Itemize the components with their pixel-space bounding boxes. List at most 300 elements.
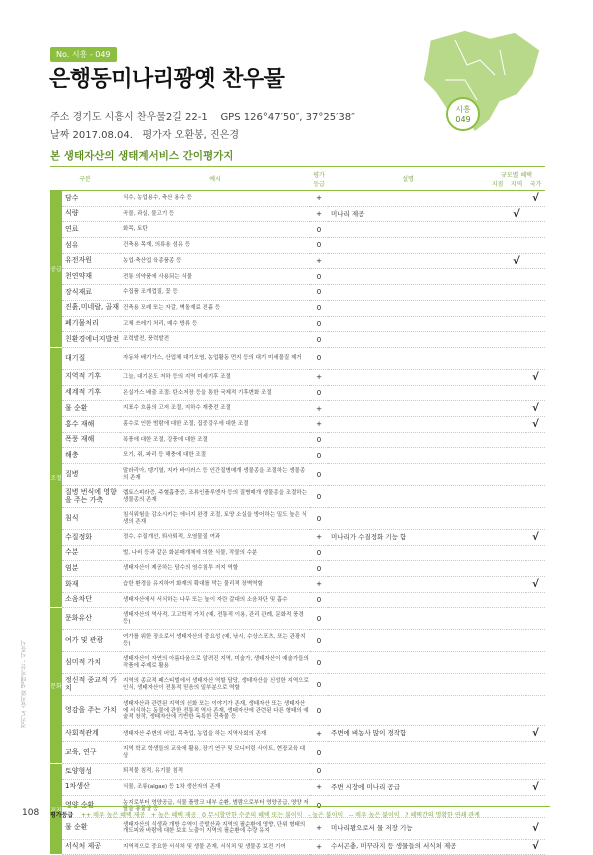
rating-value: 0 — [310, 486, 328, 508]
service-description — [328, 674, 488, 696]
benefit-check — [488, 206, 507, 222]
legend-item: + 높은 혜택 제공 — [150, 812, 197, 819]
benefit-check — [507, 696, 526, 726]
rating-value: 0 — [310, 285, 328, 301]
benefit-check — [488, 347, 507, 369]
benefit-check — [488, 726, 507, 742]
rating-value: 0 — [310, 432, 328, 448]
service-example: 수집품 조개껍질, 꽃 등 — [120, 285, 310, 301]
rating-value: 0 — [310, 674, 328, 696]
benefit-check — [507, 545, 526, 561]
table-row — [50, 206, 545, 222]
legend-item: ? 혜택간의 명확한 연쇄 — [405, 812, 467, 819]
evaluation-table — [50, 166, 545, 855]
service-name: 폐기물처리 — [62, 316, 120, 332]
benefit-check — [526, 206, 545, 222]
side-caption: 경기도 습지와 생태자산 - 시흥시 — [21, 640, 28, 728]
benefit-check — [488, 448, 507, 464]
address-value: 경기도 시흥시 찬우물2길 22-1 — [72, 112, 208, 123]
service-example: 생태자산의 역사적, 고고학적 가치 (예, 전통적 이용, 관리 관례, 문화적 풍경 등) — [120, 608, 310, 630]
rater-value: 오환봉, 진은경 — [174, 130, 239, 141]
benefit-check — [488, 577, 507, 593]
benefit-check — [507, 592, 526, 608]
rater-label: 평가자 — [142, 130, 172, 141]
benefit-check — [488, 817, 507, 839]
benefit-check — [526, 222, 545, 238]
beneficiary-local: 지점 — [491, 180, 504, 188]
benefit-check — [507, 369, 526, 385]
table-row — [50, 416, 545, 432]
benefit-check — [507, 764, 526, 780]
service-name: 수분 — [62, 545, 120, 561]
benefit-check — [507, 726, 526, 742]
service-name: 심미적 가치 — [62, 652, 120, 674]
service-description: 수서곤충, 미꾸라지 등 생물들의 서식처 제공 — [328, 839, 488, 855]
service-name: 대기질 — [62, 347, 120, 369]
service-example: 건축용 목재, 의류용 섬유 등 — [120, 238, 310, 254]
benefit-check — [507, 222, 526, 238]
benefit-check — [526, 316, 545, 332]
rating-value: 0 — [310, 742, 328, 764]
benefit-check — [488, 464, 507, 486]
benefit-check — [526, 839, 545, 855]
col-rating: 평가 등급 — [310, 167, 328, 191]
table-row — [50, 269, 545, 285]
service-example: 화목, 토탄 — [120, 222, 310, 238]
benefit-check — [507, 486, 526, 508]
service-description — [328, 401, 488, 417]
benefit-check — [488, 300, 507, 316]
beneficiary-title: 규모별 혜택 — [501, 171, 532, 179]
rating-value: 0 — [310, 795, 328, 817]
service-description: 미나리꽝으로서 물 저장 기능 — [328, 817, 488, 839]
rating-legend — [50, 806, 550, 819]
service-name: 교육, 연구 — [62, 742, 120, 764]
legend-item: - 높은 불이익 — [308, 812, 344, 819]
page-title: 은행동미나리꽝옛 찬우물 — [49, 67, 285, 92]
service-name: 수질정화 — [62, 530, 120, 546]
service-description — [328, 238, 488, 254]
benefit-check — [507, 577, 526, 593]
check-icon: √ — [532, 728, 539, 740]
benefit-check — [507, 464, 526, 486]
date-line — [50, 126, 239, 141]
benefit-check — [526, 486, 545, 508]
service-example: 농업·축산업 육종품종 등 — [120, 253, 310, 269]
table-row — [50, 385, 545, 401]
benefit-check — [488, 674, 507, 696]
benefit-check — [507, 839, 526, 855]
service-name: 물 순환 — [62, 817, 120, 839]
benefit-check — [507, 206, 526, 222]
rating-value: 0 — [310, 300, 328, 316]
benefit-check — [507, 316, 526, 332]
service-name: 천연약재 — [62, 269, 120, 285]
service-example: 홍수로 인한 범람에 대한 조절, 집중강우에 대한 조절 — [120, 416, 310, 432]
benefit-check — [526, 238, 545, 254]
service-example: 습한 환경을 유지하여 화재의 확대를 막는 물리적 장벽역할 — [120, 577, 310, 593]
benefit-check — [526, 432, 545, 448]
rating-value: 0 — [310, 592, 328, 608]
service-description — [328, 448, 488, 464]
service-description: 주변 시장에 미나리 공급 — [328, 779, 488, 795]
rating-value: + — [310, 817, 328, 839]
rating-value: + — [310, 530, 328, 546]
rating-value: 0 — [310, 608, 328, 630]
benefit-check — [488, 269, 507, 285]
benefit-check — [507, 779, 526, 795]
address-line — [50, 108, 355, 123]
benefit-check — [507, 238, 526, 254]
location-map — [405, 20, 545, 140]
service-description — [328, 464, 488, 486]
benefit-check — [526, 608, 545, 630]
category-label: 문화 — [50, 608, 62, 764]
service-description — [328, 222, 488, 238]
service-name: 유전자원 — [62, 253, 120, 269]
check-icon: √ — [532, 531, 539, 543]
benefit-check — [526, 630, 545, 652]
legend-item: 0 무시할만한 수준의 혜택 또는 불이익 — [202, 812, 303, 819]
category-label: 공급 — [50, 191, 62, 348]
service-example: 생태자산에서 서식하는 나무 또는 높이 자란 갈대의 소음차단 및 흡수 — [120, 592, 310, 608]
benefit-check — [507, 285, 526, 301]
legend-item: ++ 매우 높은 혜택 제공 — [81, 812, 146, 819]
rating-value: 0 — [310, 508, 328, 530]
benefit-check — [526, 674, 545, 696]
benefit-check — [488, 561, 507, 577]
benefit-check — [507, 448, 526, 464]
legend-item: -- 매우 높은 불이익 — [348, 812, 400, 819]
service-name: 세계적 기후 — [62, 385, 120, 401]
address-label: 주소 — [50, 112, 70, 123]
service-example: 말라리아, 뎅기열, 지카 바이러스 등 인간질병매개 생물종을 조절하는 생물종의 존재 — [120, 464, 310, 486]
table-row — [50, 779, 545, 795]
benefit-check — [488, 696, 507, 726]
benefit-check — [526, 652, 545, 674]
table-row — [50, 448, 545, 464]
benefit-check — [526, 742, 545, 764]
service-name: 영감을 주는 가치 — [62, 696, 120, 726]
rating-value: + — [310, 206, 328, 222]
service-name: 장식재료 — [62, 285, 120, 301]
service-description: 미나리가 수질정화 기능 함 — [328, 530, 488, 546]
rating-value: 0 — [310, 316, 328, 332]
service-example: 폭풍에 대한 조절, 강풍에 대한 조절 — [120, 432, 310, 448]
service-example: 농지로부터 영양공급, 식물 플랑크 내부 순환, 범람으로부터 영양공급, 영양 저탈을 동물상 등 — [120, 795, 310, 817]
benefit-check — [488, 238, 507, 254]
service-example: 정수, 수질개선, 퇴사퇴적, 오염물질 여과 — [120, 530, 310, 546]
benefit-check — [488, 530, 507, 546]
service-name: 사회적관계 — [62, 726, 120, 742]
rating-value: 0 — [310, 222, 328, 238]
benefit-check — [488, 486, 507, 508]
service-description — [328, 577, 488, 593]
benefit-check — [507, 530, 526, 546]
benefit-check — [507, 432, 526, 448]
service-name: 침식 — [62, 508, 120, 530]
service-name: 정신적 종교적 가치 — [62, 674, 120, 696]
col-example: 예시 — [120, 167, 310, 191]
benefit-check — [526, 464, 545, 486]
benefit-check — [507, 385, 526, 401]
benefit-check — [526, 191, 545, 207]
rating-value: + — [310, 839, 328, 855]
check-icon: √ — [532, 403, 539, 415]
service-description — [328, 696, 488, 726]
benefit-check — [488, 285, 507, 301]
service-description — [328, 253, 488, 269]
benefit-check — [507, 674, 526, 696]
benefit-check — [488, 369, 507, 385]
legend-title: 평가등급 — [50, 812, 74, 819]
check-icon: √ — [532, 781, 539, 793]
check-icon: √ — [513, 208, 520, 220]
service-name: 영양 순환 — [62, 795, 120, 817]
service-description — [328, 191, 488, 207]
benefit-check — [526, 779, 545, 795]
category-label: 지지 — [50, 764, 62, 855]
service-name: 문화유산 — [62, 608, 120, 630]
service-example: 침식위험을 감소시키는 에너지 완경 조절, 토양 소실을 방어하는 밀도 높은 식생의 존재 — [120, 508, 310, 530]
benefit-check — [488, 779, 507, 795]
benefit-check — [507, 332, 526, 348]
service-example: 모기, 쥐, 파리 등 해충에 대한 조절 — [120, 448, 310, 464]
rating-value: + — [310, 577, 328, 593]
service-example: 퇴적물 침적, 유기물 침적 — [120, 764, 310, 780]
table-row — [50, 401, 545, 417]
benefit-check — [488, 545, 507, 561]
service-example: 지역 학교 학생들의 교육에 활용, 장기 연구 및 모니터링 사이트, 현장교육 대상 — [120, 742, 310, 764]
table-row — [50, 530, 545, 546]
gps-label: GPS — [220, 112, 241, 123]
benefit-check — [526, 764, 545, 780]
table-row — [50, 561, 545, 577]
service-description — [328, 608, 488, 630]
benefit-check — [507, 608, 526, 630]
service-example: 지역적으로 중요한 서식처 및 생물 존재, 서식처 및 생물종 보전 기여 — [120, 839, 310, 855]
benefit-check — [526, 253, 545, 269]
benefit-check — [488, 316, 507, 332]
benefit-check — [526, 561, 545, 577]
check-icon: √ — [532, 822, 539, 834]
table-header — [50, 167, 545, 191]
service-name: 해충 — [62, 448, 120, 464]
benefit-check — [526, 332, 545, 348]
rating-value: + — [310, 253, 328, 269]
rating-value: 0 — [310, 332, 328, 348]
benefit-check — [526, 285, 545, 301]
service-example: 식수, 농업용수, 축산 용수 등 — [120, 191, 310, 207]
table-row — [50, 332, 545, 348]
service-description — [328, 652, 488, 674]
service-name: 서식처 제공 — [62, 839, 120, 855]
rating-value: + — [310, 191, 328, 207]
benefit-check — [488, 222, 507, 238]
benefit-check — [526, 448, 545, 464]
service-example: 생태자산 주변의 어업, 목축업, 농업을 하는 지역사회의 존재 — [120, 726, 310, 742]
table-row — [50, 432, 545, 448]
benefit-check — [526, 577, 545, 593]
benefit-check — [507, 561, 526, 577]
benefit-check — [488, 253, 507, 269]
benefit-check — [507, 253, 526, 269]
benefit-check — [488, 416, 507, 432]
benefit-check — [526, 545, 545, 561]
table-row — [50, 630, 545, 652]
check-icon: √ — [532, 192, 539, 204]
service-example: 지표수 흐름의 고저 조절, 지하수 재충전 조절 — [120, 401, 310, 417]
service-example: 지역의 종교적 페스티벌에서 생태자산 역할 담당, 생태자산을 신성한 지역으로 인식, 생태자산이 전통적 믿음의 일부분으로 역할 — [120, 674, 310, 696]
benefit-check — [488, 630, 507, 652]
benefit-check — [507, 401, 526, 417]
service-name: 질병 번식에 영향을 주는 가축 — [62, 486, 120, 508]
benefit-check — [488, 332, 507, 348]
service-name: 진흙,미네랄, 골재 — [62, 300, 120, 316]
table-row — [50, 817, 545, 839]
benefit-check — [488, 592, 507, 608]
service-example: 건축용 모래 또는 자갈, 벽돌재료 진흙 등 — [120, 300, 310, 316]
benefit-check — [488, 742, 507, 764]
service-example: 조력발전, 풍력발전 — [120, 332, 310, 348]
col-description: 설명 — [328, 167, 488, 191]
benefit-check — [488, 508, 507, 530]
service-description — [328, 332, 488, 348]
benefit-check — [507, 416, 526, 432]
benefit-check — [507, 300, 526, 316]
table-row — [50, 238, 545, 254]
service-name: 지역적 기후 — [62, 369, 120, 385]
rating-value: 0 — [310, 448, 328, 464]
rating-value: 0 — [310, 347, 328, 369]
col-category: 구분 — [50, 167, 120, 191]
benefit-check — [526, 817, 545, 839]
benefit-check — [507, 652, 526, 674]
service-name: 소음차단 — [62, 592, 120, 608]
legend-item: 관계 — [468, 812, 480, 819]
service-description — [328, 545, 488, 561]
service-example: 고체 쓰레기 처리, 매수 방류 등 — [120, 316, 310, 332]
page-number: 108 — [22, 808, 40, 818]
benefit-check — [526, 269, 545, 285]
rating-value: 0 — [310, 696, 328, 726]
rating-value: 0 — [310, 652, 328, 674]
table-row — [50, 464, 545, 486]
benefit-check — [507, 630, 526, 652]
site-number-tag: No. 시흥 - 049 — [50, 47, 117, 62]
service-name: 담수 — [62, 191, 120, 207]
table-row — [50, 191, 545, 207]
service-example: 전통 의약품에 사용되는 식물 — [120, 269, 310, 285]
table-row — [50, 839, 545, 855]
service-name: 염분 — [62, 561, 120, 577]
rating-value: 0 — [310, 238, 328, 254]
rating-value: 0 — [310, 269, 328, 285]
table-row — [50, 764, 545, 780]
map-badge-number: 049 — [455, 115, 471, 124]
service-name: 1차생산 — [62, 779, 120, 795]
map-badge-label: 시흥 — [455, 105, 471, 114]
service-description — [328, 742, 488, 764]
service-example: 벌, 나비 등과 같은 화분매개체에 의한 식물, 작물의 수분 — [120, 545, 310, 561]
service-name: 홍수 재해 — [62, 416, 120, 432]
check-icon: √ — [532, 578, 539, 590]
service-example: 생태자산과 관련된 지역의 신화 또는 이야기가 존재, 생태자산 또는 생태자산에 서식하는 동물에 관한 전통적 역사 존재, 생태자산에 관련된 다른 형태의 예술적 창작, 생태자산에 기반한 독특한 건축물 등 — [120, 696, 310, 726]
table-row — [50, 742, 545, 764]
benefit-check — [488, 432, 507, 448]
benefit-check — [526, 300, 545, 316]
service-description: 미나리 제공 — [328, 206, 488, 222]
beneficiary-national: 국가 — [529, 180, 542, 188]
service-name: 여가 및 관광 — [62, 630, 120, 652]
check-icon: √ — [532, 841, 539, 853]
service-description — [328, 269, 488, 285]
benefit-check — [507, 191, 526, 207]
table-row — [50, 300, 545, 316]
benefit-check — [488, 839, 507, 855]
benefit-check — [526, 401, 545, 417]
rating-value: 0 — [310, 630, 328, 652]
service-name: 화재 — [62, 577, 120, 593]
table-row — [50, 508, 545, 530]
service-description — [328, 630, 488, 652]
benefit-check — [488, 401, 507, 417]
rating-value: 0 — [310, 561, 328, 577]
service-description — [328, 347, 488, 369]
table-row — [50, 347, 545, 369]
benefit-check — [488, 385, 507, 401]
benefit-check — [507, 817, 526, 839]
table-row — [50, 608, 545, 630]
benefit-check — [526, 347, 545, 369]
benefit-check — [526, 530, 545, 546]
service-description: 주변에 벼농사 많이 경작함 — [328, 726, 488, 742]
check-icon: √ — [532, 371, 539, 383]
rating-value: + — [310, 401, 328, 417]
table-row — [50, 592, 545, 608]
table-row — [50, 726, 545, 742]
rating-value: + — [310, 416, 328, 432]
service-example: 렙토스피라증, 주혈흡충증, 조류인플루엔자 등의 질병매개 생물종을 조절하는 생물종의 존재 — [120, 486, 310, 508]
benefit-check — [526, 508, 545, 530]
rating-value: 0 — [310, 545, 328, 561]
service-name: 물 순환 — [62, 401, 120, 417]
service-name: 질병 — [62, 464, 120, 486]
benefit-check — [526, 416, 545, 432]
table-row — [50, 652, 545, 674]
table-row — [50, 577, 545, 593]
benefit-check — [526, 385, 545, 401]
table-row — [50, 486, 545, 508]
rating-value: 0 — [310, 464, 328, 486]
table-row — [50, 222, 545, 238]
benefit-check — [488, 652, 507, 674]
benefit-check — [526, 696, 545, 726]
rating-value: + — [310, 369, 328, 385]
service-example: 자동차 배기가스, 산업체 대기오염, 농업활동 먼지 등의 대기 미세물질 제거 — [120, 347, 310, 369]
rating-value: + — [310, 779, 328, 795]
rating-value: + — [310, 726, 328, 742]
benefit-check — [526, 726, 545, 742]
benefit-check — [507, 508, 526, 530]
benefit-check — [507, 269, 526, 285]
service-description — [328, 300, 488, 316]
benefit-check — [507, 347, 526, 369]
service-description — [328, 369, 488, 385]
table-row — [50, 545, 545, 561]
date-label: 날짜 — [50, 130, 70, 141]
rating-value: 0 — [310, 764, 328, 780]
